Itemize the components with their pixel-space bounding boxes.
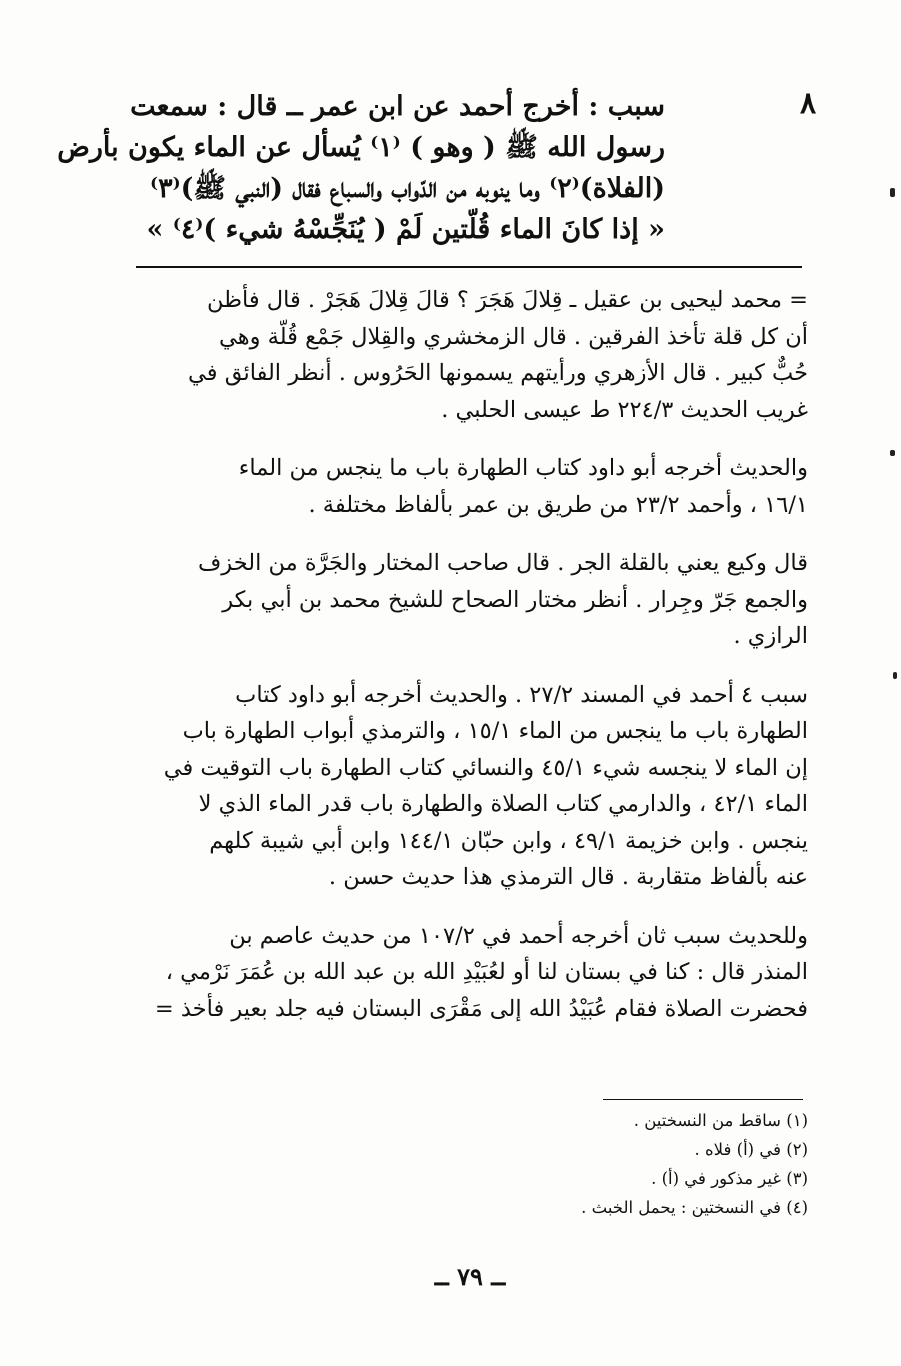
hadith-line: سبب : أخرج أحمد عن ابن عمر ــ قال : سمعت bbox=[130, 91, 665, 122]
commentary-paragraph bbox=[148, 677, 808, 896]
commentary-paragraph bbox=[148, 918, 808, 1028]
commentary-line: قال وكيع يعني بالقلة الجر . قال صاحب المختار والجَرَّة من الخزف bbox=[197, 550, 808, 576]
hadith-line: (الفلاة)⁽٢⁾ وما ينوبه من الدّواب والسباع فقال (النبي ﷺ)⁽٣⁾ bbox=[150, 173, 665, 204]
commentary-paragraph bbox=[148, 545, 808, 655]
commentary-line: والجمع جَرّ وجِرار . أنظر مختار الصحاح للشيخ محمد بن أبي بكر bbox=[222, 586, 808, 613]
commentary-line: والحديث أخرجه أبو داود كتاب الطهارة باب ما ينجس من الماء bbox=[238, 455, 808, 481]
footnote: (٢) في (أ) فلاه . bbox=[694, 1140, 808, 1159]
hadith-text bbox=[57, 86, 665, 250]
commentary-paragraph bbox=[148, 282, 808, 428]
commentary-line: عنه بألفاظ متقاربة . قال الترمذي هذا حديث حسن . bbox=[328, 864, 808, 890]
hadith-line: « إذا كانَ الماء قُلّتين لَمْ ( يُنَجِّسْهُ شيء )⁽٤⁾ » bbox=[146, 214, 665, 245]
commentary-line: ينجس . وابن خزيمة ٤٩/١ ، وابن حبّان ١٤٤/١ وابن أبي شيبة كلهم bbox=[209, 827, 808, 854]
commentary-line: غريب الحديث ٢٢٤/٣ ط عيسى الحلبي . bbox=[441, 396, 808, 423]
commentary-line: المنذر قال : كنا في بستان لنا أو لعُبَيْدِ الله بن عبد الله بن عُمَرَ نَرْمي ، bbox=[165, 959, 808, 985]
hadith-line: رسول الله ﷺ ( وهو ) ⁽١⁾ يُسأل عن الماء يكون بأرض bbox=[57, 132, 665, 163]
section-divider bbox=[136, 266, 802, 268]
scan-speck bbox=[890, 188, 895, 197]
commentary-line: ١٦/١ ، وأحمد ٢٣/٢ من طريق بن عمر بألفاظ مختلفة . bbox=[308, 491, 808, 518]
scan-speck bbox=[893, 672, 897, 679]
commentary-line: الرازي . bbox=[733, 623, 808, 649]
commentary-line: أن كل قلة تأخذ الفرقين . قال الزمخشري والقِلال جَمْع قُلّة وهي bbox=[219, 323, 808, 350]
commentary-line: الماء ٤٢/١ ، والدارمي كتاب الصلاة والطهارة باب قدر الماء الذي لا bbox=[198, 791, 808, 817]
footnotes bbox=[450, 1106, 808, 1222]
commentary-line: إن الماء لا ينجسه شيء ٤٥/١ والنسائي كتاب الطهارة باب التوقيت في bbox=[163, 754, 808, 781]
footnote-divider bbox=[603, 1099, 803, 1100]
scan-speck bbox=[890, 450, 895, 456]
commentary-line: وللحديث سبب ثان أخرجه أحمد في ١٠٧/٢ من حديث عاصم بن bbox=[229, 922, 808, 949]
commentary-body bbox=[148, 282, 808, 1049]
page-folio: ــ ٧٩ ــ bbox=[434, 1262, 506, 1291]
commentary-line: فحضرت الصلاة فقام عُبَيْدُ الله إلى مَقْرَى البستان فيه جلد بعير فأخذ = bbox=[154, 995, 808, 1022]
commentary-paragraph bbox=[148, 450, 808, 523]
footnote: (٣) غير مذكور في (أ) . bbox=[651, 1169, 808, 1188]
commentary-line: = محمد ليحيى بن عقيل ـ قِلالَ هَجَرَ ؟ قالَ قِلالَ هَجَرْ . قال فأظن bbox=[206, 287, 808, 313]
hadith-number: ٨ bbox=[800, 86, 817, 121]
footnote: (١) ساقط من النسختين . bbox=[633, 1111, 808, 1130]
footnote: (٤) في النسختين : يحمل الخبث . bbox=[581, 1198, 808, 1217]
commentary-line: حُبٌّ كبير . قال الأزهري ورأيتهم يسمونها الحَرُوس . أنظر الفائق في bbox=[188, 360, 808, 386]
commentary-line: الطهارة باب ما ينجس من الماء ١٥/١ ، والترمذي أبواب الطهارة باب bbox=[182, 718, 808, 744]
commentary-line: سبب ٤ أحمد في المسند ٢٧/٢ . والحديث أخرجه أبو داود كتاب bbox=[235, 681, 808, 708]
